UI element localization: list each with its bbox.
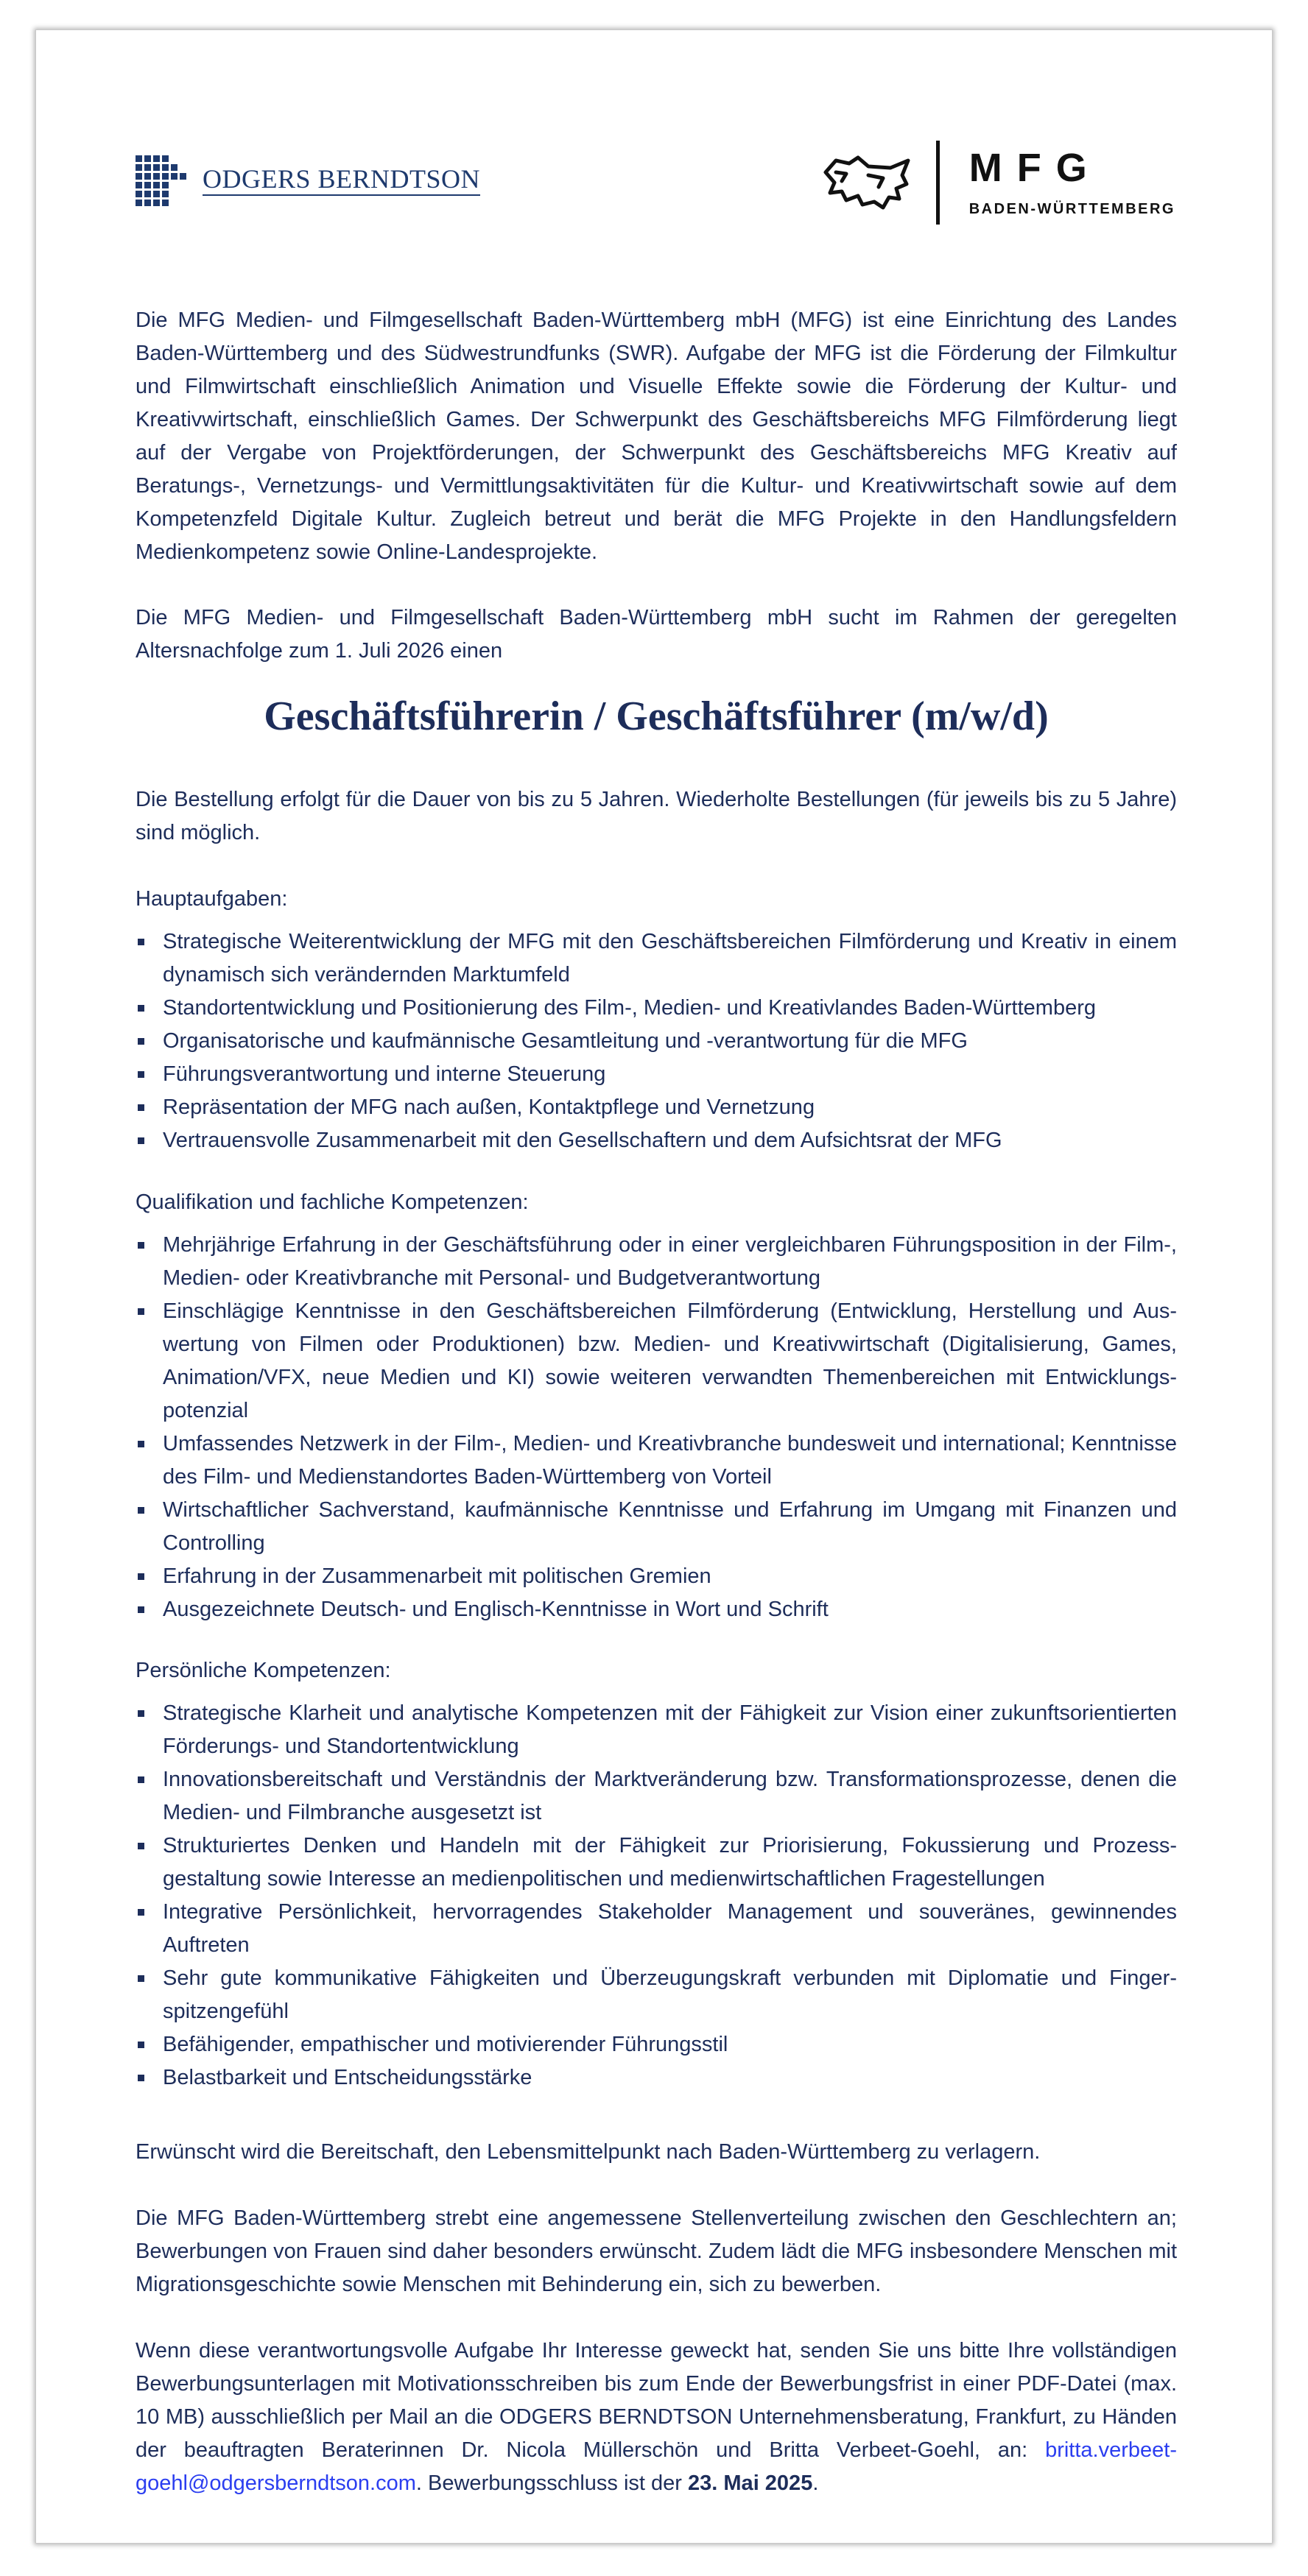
intro-paragraph: Die MFG Medien- und Filmgesellschaft Baden-Württemberg mbH (MFG) ist eine Einrichtung des Landes Baden-Württemberg und des Südwestrundfunks (SWR). Aufgabe der MFG ist die Förderung der Filmkultur und Filmwirtschaft einschließlich Animation und Visuelle Effekte sowie die Förderung der Kultur- und Kreativwirtschaft, einschließlich Games. Der Schwerpunkt des Geschäftsbereichs MFG Filmförderung liegt auf der Vergabe von Projektförderungen, der Schwerpunkt des Geschäftsbereichs MFG Kreativ auf Beratungs-, Vernetzungs- und Vermittlungsaktivitäten für die Kultur- und Kreativwirtschaft sowie auf dem Kompetenzfeld Digitale Kultur. Zugleich betreut und berät die MFG Projekte in den Handlungsfeldern Medienkompetenz sowie Online-Landesprojekte. — [136, 308, 1177, 564]
section-heading: Persönliche Kompetenzen: — [136, 1659, 391, 1682]
list-item: Umfassendes Netzwerk in der Film-, Medien- und Kreativbranche bundesweit und international; Kenntnisse des Film- und Medienstandortes Baden-Württemberg von Vorteil — [136, 1428, 1177, 1494]
job-advert-page — [35, 29, 1273, 2544]
list-item: Standortentwicklung und Positionierung des Film-, Medien- und Kreativlandes Baden-Württemberg — [136, 992, 1177, 1025]
logo-divider — [936, 141, 940, 225]
odgers-berndtson-logo — [136, 155, 480, 206]
qualifications-section — [136, 1186, 1177, 1626]
list-item: Integrative Persönlichkeit, hervorragendes Stakeholder Management und souveränes, gewinnendes Auftreten — [136, 1896, 1177, 1962]
list-item: Innovationsbereitschaft und Verständnis der Marktveränderung bzw. Transformationsprozesse, denen die Medien- und Filmbranche ausgesetzt ist — [136, 1763, 1177, 1829]
personal-competencies-list — [136, 1697, 1177, 2095]
application-text: Wenn diese verantwortungsvolle Aufgabe Ihr Interesse geweckt hat, senden Sie uns bitte Ihre vollständigen Bewerbungsunterlagen mit Motivationsschreiben bis zum Ende der Bewerbungsfrist in einer PDF-Datei (max. 10 MB) ausschließlich per Mail an die ODGERS BERNDTSON Unternehmensberatung, Frankfurt, zu Händen der beauftragten Beraterinnen Dr. Nicola Müllerschön und Britta Verbeet-Goehl, an: — [136, 2339, 1177, 2462]
list-item: Mehrjährige Erfahrung in der Geschäftsführung oder in einer vergleichbaren Führungsposition in der Film-, Medien- oder Kreativbranche mit Personal- und Budgetverantwortung — [136, 1229, 1177, 1295]
deadline-prefix: . Bewerbungsschluss ist der — [415, 2471, 689, 2495]
application-end: . — [812, 2471, 819, 2495]
list-item: Vertrauensvolle Zusammenarbeit mit den Gesellschaftern und dem Aufsichtsrat der MFG — [136, 1124, 1177, 1157]
list-item: Erfahrung in der Zusammenarbeit mit politischen Gremien — [136, 1560, 1177, 1593]
mfg-logo — [820, 141, 1175, 225]
list-item: Strukturiertes Denken und Handeln mit der Fähigkeit zur Priorisierung, Fokussierung und Prozessgestaltung sowie Interesse an medienpolitischen und medienwirtschaftlichen Fragestellungen — [136, 1829, 1177, 1896]
list-item: Organisatorische und kaufmännische Gesamtleitung und -verantwortung für die MFG — [136, 1025, 1177, 1058]
list-item: Befähigender, empathischer und motivierender Führungsstil — [136, 2028, 1177, 2061]
list-item: Sehr gute kommunikative Fähigkeiten und Überzeugungskraft verbunden mit Diplomatie und Fingerspitzengefühl — [136, 1962, 1177, 2028]
square-grid-logo-icon — [136, 155, 186, 206]
odgers-berndtson-name: ODGERS BERNDTSON — [203, 166, 480, 197]
list-item: Wirtschaftlicher Sachverstand, kaufmännische Kenntnisse und Erfahrung im Umgang mit Finanzen und Controlling — [136, 1494, 1177, 1560]
tenure-paragraph: Die Bestellung erfolgt für die Dauer von bis zu 5 Jahren. Wiederholte Bestellungen (für jeweils bis zu 5 Jahre) sind möglich. — [136, 788, 1177, 844]
list-item: Strategische Weiterentwicklung der MFG mit den Geschäftsbereichen Filmförderung und Kreativ in einem dynamisch sich verändernden Marktumfeld — [136, 925, 1177, 992]
list-item: Einschlägige Kenntnisse in den Geschäftsbereichen Filmförderung (Entwicklung, Herstellung und Auswertung von Filmen oder Produktionen) bzw. Medien- und Kreativwirtschaft (Digitalisierung, Games, Animation/VFX, neue Medien und KI) sowie weiteren verwandten Themenbereichen mit Entwicklungspotenzial — [136, 1295, 1177, 1428]
main-tasks-list — [136, 925, 1177, 1157]
main-tasks-section — [136, 883, 1177, 1157]
list-item: Führungsverantwortung und interne Steuerung — [136, 1058, 1177, 1091]
list-item: Strategische Klarheit und analytische Kompetenzen mit der Fähigkeit zur Vision einer zukunftsorientierten Förderungs- und Standortentwicklung — [136, 1697, 1177, 1763]
section-heading: Hauptaufgaben: — [136, 887, 288, 911]
mfg-wordmark — [968, 145, 1175, 218]
lion-logo-icon — [820, 150, 915, 215]
section-heading: Qualifikation und fachliche Kompetenzen: — [136, 1190, 529, 1214]
search-paragraph: Die MFG Medien- und Filmgesellschaft Baden-Württemberg mbH sucht im Rahmen der geregelten Altersnachfolge zum 1. Juli 2026 einen — [136, 606, 1177, 663]
relocation-paragraph: Erwünscht wird die Bereitschaft, den Lebensmittelpunkt nach Baden-Württemberg zu verlagern. — [136, 2140, 1041, 2164]
mfg-title: MFG — [968, 145, 1102, 190]
list-item: Repräsentation der MFG nach außen, Kontaktpflege und Vernetzung — [136, 1091, 1177, 1124]
list-item: Ausgezeichnete Deutsch- und Englisch-Kenntnisse in Wort und Schrift — [136, 1593, 1177, 1626]
mfg-subtitle: BADEN-WÜRTTEMBERG — [968, 200, 1175, 217]
equality-paragraph: Die MFG Baden-Württemberg strebt eine angemessene Stellenverteilung zwischen den Geschlechtern an; Bewerbungen von Frauen sind daher besonders erwünscht. Zudem lädt die MFG insbesondere Menschen mit Migrationsgeschichte sowie Menschen mit Behinderung ein, sich zu bewerben. — [136, 2206, 1177, 2296]
application-email-link[interactable]: britta.verbeetgoehl@odgersberndtson.com — [136, 2438, 1177, 2495]
application-deadline: 23. Mai 2025 — [688, 2471, 813, 2495]
application-paragraph — [136, 2335, 1177, 2500]
job-title: Geschäftsführerin / Geschäftsführer (m/w/d) — [264, 694, 1049, 739]
qualifications-list — [136, 1229, 1177, 1626]
list-item: Belastbarkeit und Entscheidungsstärke — [136, 2061, 1177, 2095]
personal-competencies-section — [136, 1654, 1177, 2095]
